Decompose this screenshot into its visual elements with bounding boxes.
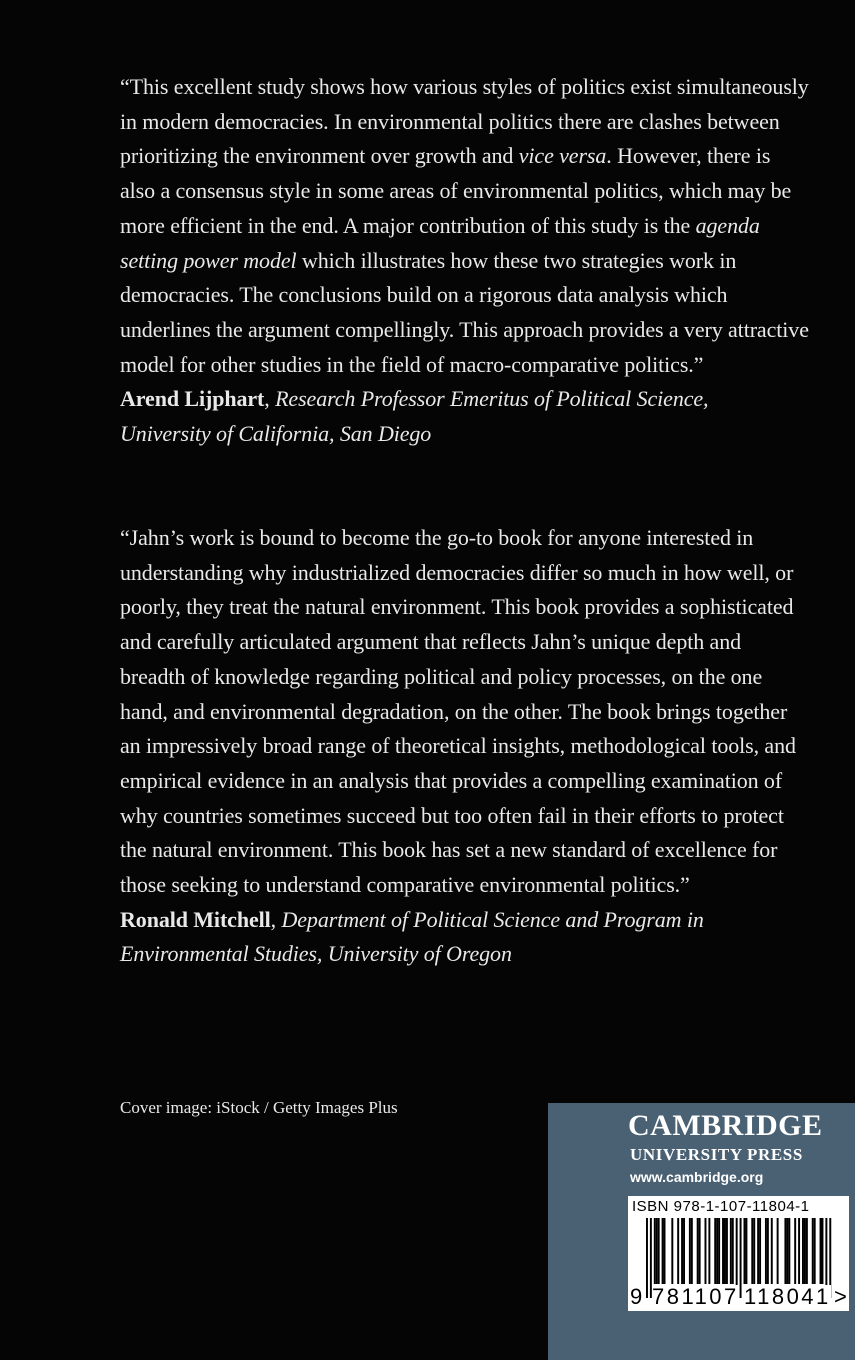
barcode-bar — [744, 1218, 746, 1284]
barcode-bar — [697, 1218, 699, 1284]
barcode-bar — [753, 1218, 755, 1284]
barcode-bar — [658, 1218, 660, 1284]
barcode-bar — [714, 1218, 716, 1284]
barcode-bar — [691, 1218, 693, 1284]
barcode-bar — [788, 1218, 790, 1284]
barcode-bar — [798, 1218, 800, 1284]
barcode-bar — [777, 1218, 779, 1284]
barcode-bar — [716, 1218, 718, 1284]
barcode-bar — [730, 1218, 732, 1284]
quote-1-attribution: Arend Lijphart, Research Professor Emeritus of Political Science, University of California, San Diego — [120, 386, 709, 447]
barcode-digit-lead: 9 — [630, 1284, 643, 1309]
barcode-bar — [718, 1218, 720, 1284]
barcode-digits-left: 781107 — [652, 1284, 739, 1309]
barcode-bar — [784, 1218, 786, 1284]
barcode-bar — [732, 1218, 734, 1284]
barcode-bar — [722, 1218, 724, 1284]
barcode-bar — [767, 1218, 769, 1284]
endorsement-quote-2 — [120, 521, 810, 972]
barcode-bar — [705, 1218, 707, 1284]
cover-image-credit: Cover image: iStock / Getty Images Plus — [120, 1098, 398, 1117]
barcode-bar — [699, 1218, 701, 1284]
quote-1-institution: University of California, San Diego — [120, 421, 432, 447]
quote-1-text: “This excellent study shows how various styles of politics exist simultaneously in modern democracies. In environmental politics there are clashes between prioritizing the environment over growth and vice versa. However, there is also a consensus style in some areas of environmental politics, which may be more efficient in the end. A major contribution of this study is the agenda setting power model which illustrates how these two strategies work in democracies. The conclusions build on a rigorous data analysis which underlines the argument compellingly. This approach provides a very attractive model for other studies in the field of macro-comparative politics.” — [120, 74, 809, 377]
quote-2-author: Ronald Mitchell — [120, 906, 271, 932]
barcode-digits — [628, 1285, 849, 1311]
barcode-bar — [812, 1218, 814, 1284]
isbn-barcode — [628, 1196, 849, 1311]
barcode-bar — [794, 1218, 796, 1284]
barcode-bar — [765, 1218, 767, 1284]
barcode-end-marker: > — [834, 1284, 847, 1309]
quote-2-role: Department of Political Science and Program in — [281, 906, 704, 932]
endorsement-quote-1 — [120, 70, 810, 452]
barcode-bar — [786, 1218, 788, 1284]
publisher-url: www.cambridge.org — [630, 1169, 764, 1185]
barcode-bar — [689, 1218, 691, 1284]
barcode-bar — [745, 1218, 747, 1284]
quote-2-text: “Jahn’s work is bound to become the go-to book for anyone interested in understanding why industrialized democracies differ so much in how well, or poorly, they treat the natural environment. This book provides a sophisticated and carefully articulated argument that reflects Jahn’s unique depth and breadth of knowledge regarding political and policy processes, on the one hand, and environmental degradation, on the other. The book brings together an impressively broad range of theoretical insights, methodological tools, and empirical evidence in an analysis that provides a compelling examination of why countries sometimes succeed but too often fail in their efforts to protect the natural environment. This book has set a new standard of excellence for those seeking to understand comparative environmental politics.” — [120, 525, 796, 898]
barcode-bar — [726, 1218, 728, 1284]
publisher-panel — [548, 1103, 855, 1360]
quote-1-author: Arend Lijphart — [120, 386, 265, 412]
barcode-bar — [677, 1218, 679, 1284]
barcode-bar — [708, 1218, 710, 1284]
barcode-bar — [757, 1218, 759, 1284]
publisher-name: CAMBRIDGE — [628, 1109, 823, 1142]
barcode-bar — [771, 1218, 773, 1284]
barcode-bar — [683, 1218, 685, 1284]
barcode-bar — [814, 1218, 816, 1284]
barcode-bar — [802, 1218, 804, 1284]
isbn-label: ISBN 978-1-107-11804-1 — [632, 1198, 810, 1215]
barcode-bar — [656, 1218, 658, 1284]
publisher-subtitle: UNIVERSITY PRESS — [630, 1145, 803, 1164]
barcode-bar — [724, 1218, 726, 1284]
barcode-bar — [671, 1218, 673, 1284]
barcode-bar — [804, 1218, 806, 1284]
barcode-bar — [820, 1218, 822, 1284]
barcode-digits-right: 118041 — [744, 1284, 831, 1309]
barcode-bar — [759, 1218, 761, 1284]
quote-2-institution: Environmental Studies, University of Oregon — [120, 941, 512, 967]
barcode-bar — [822, 1218, 824, 1284]
barcode-bar — [664, 1218, 666, 1284]
barcode-bar — [751, 1218, 753, 1284]
quote-1-role: Research Professor Emeritus of Political Science, — [275, 386, 709, 412]
quote-2-attribution: Ronald Mitchell, Department of Political Science and Program in Environmental Studies, University of Oregon — [120, 906, 704, 967]
barcode-bar — [654, 1218, 656, 1284]
barcode-bar — [806, 1218, 808, 1284]
barcode-bar — [662, 1218, 664, 1284]
barcode-bar — [681, 1218, 683, 1284]
